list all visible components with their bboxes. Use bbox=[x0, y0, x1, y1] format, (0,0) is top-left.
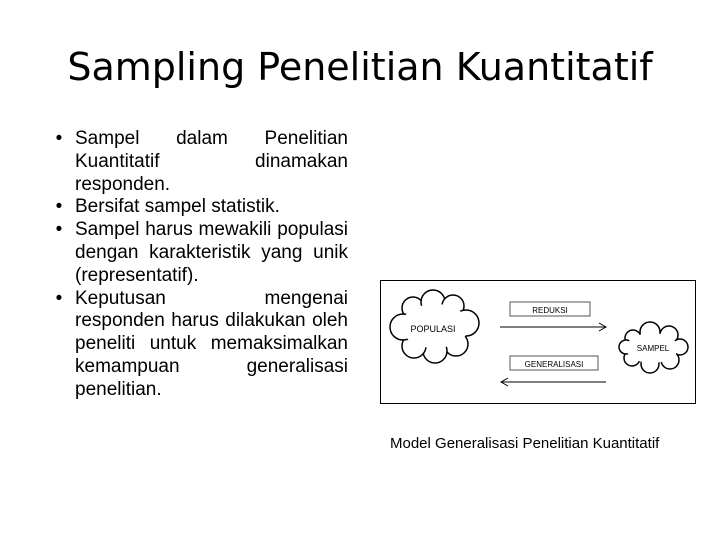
generalization-label: GENERALISASI bbox=[524, 360, 584, 369]
generalization-diagram bbox=[380, 280, 696, 404]
diagram-caption: Model Generalisasi Penelitian Kuantitatif bbox=[390, 435, 660, 452]
bullet-item bbox=[50, 288, 348, 402]
bullet-text: Bersifat sampel statistik. bbox=[75, 196, 280, 218]
bullet-marker: • bbox=[55, 128, 63, 149]
bullet-text: Sampel harus mewakili populasi dengan karakteristik yang unik (representatif). bbox=[75, 219, 348, 286]
bullet-item bbox=[50, 128, 348, 196]
sample-label: SAMPEL bbox=[636, 344, 670, 353]
bullet-marker: • bbox=[55, 287, 63, 309]
slide-title: Sampling Penelitian Kuantitatif bbox=[67, 45, 653, 89]
bullet-marker: • bbox=[55, 196, 63, 218]
bullet-text: Sampel dalam Penelitian Kuantitatif dinamakan responden. bbox=[75, 128, 348, 195]
bullet-item bbox=[50, 196, 348, 219]
population-label: POPULASI bbox=[410, 324, 456, 334]
reduction-label: REDUKSI bbox=[532, 306, 568, 315]
bullet-item bbox=[50, 219, 348, 287]
bullet-text: Keputusan mengenai responden harus dilakukan oleh peneliti untuk memaksimalkan kemampuan generalisasi penelitian. bbox=[75, 287, 348, 400]
bullet-marker: • bbox=[55, 219, 63, 241]
bullet-list bbox=[50, 128, 348, 402]
